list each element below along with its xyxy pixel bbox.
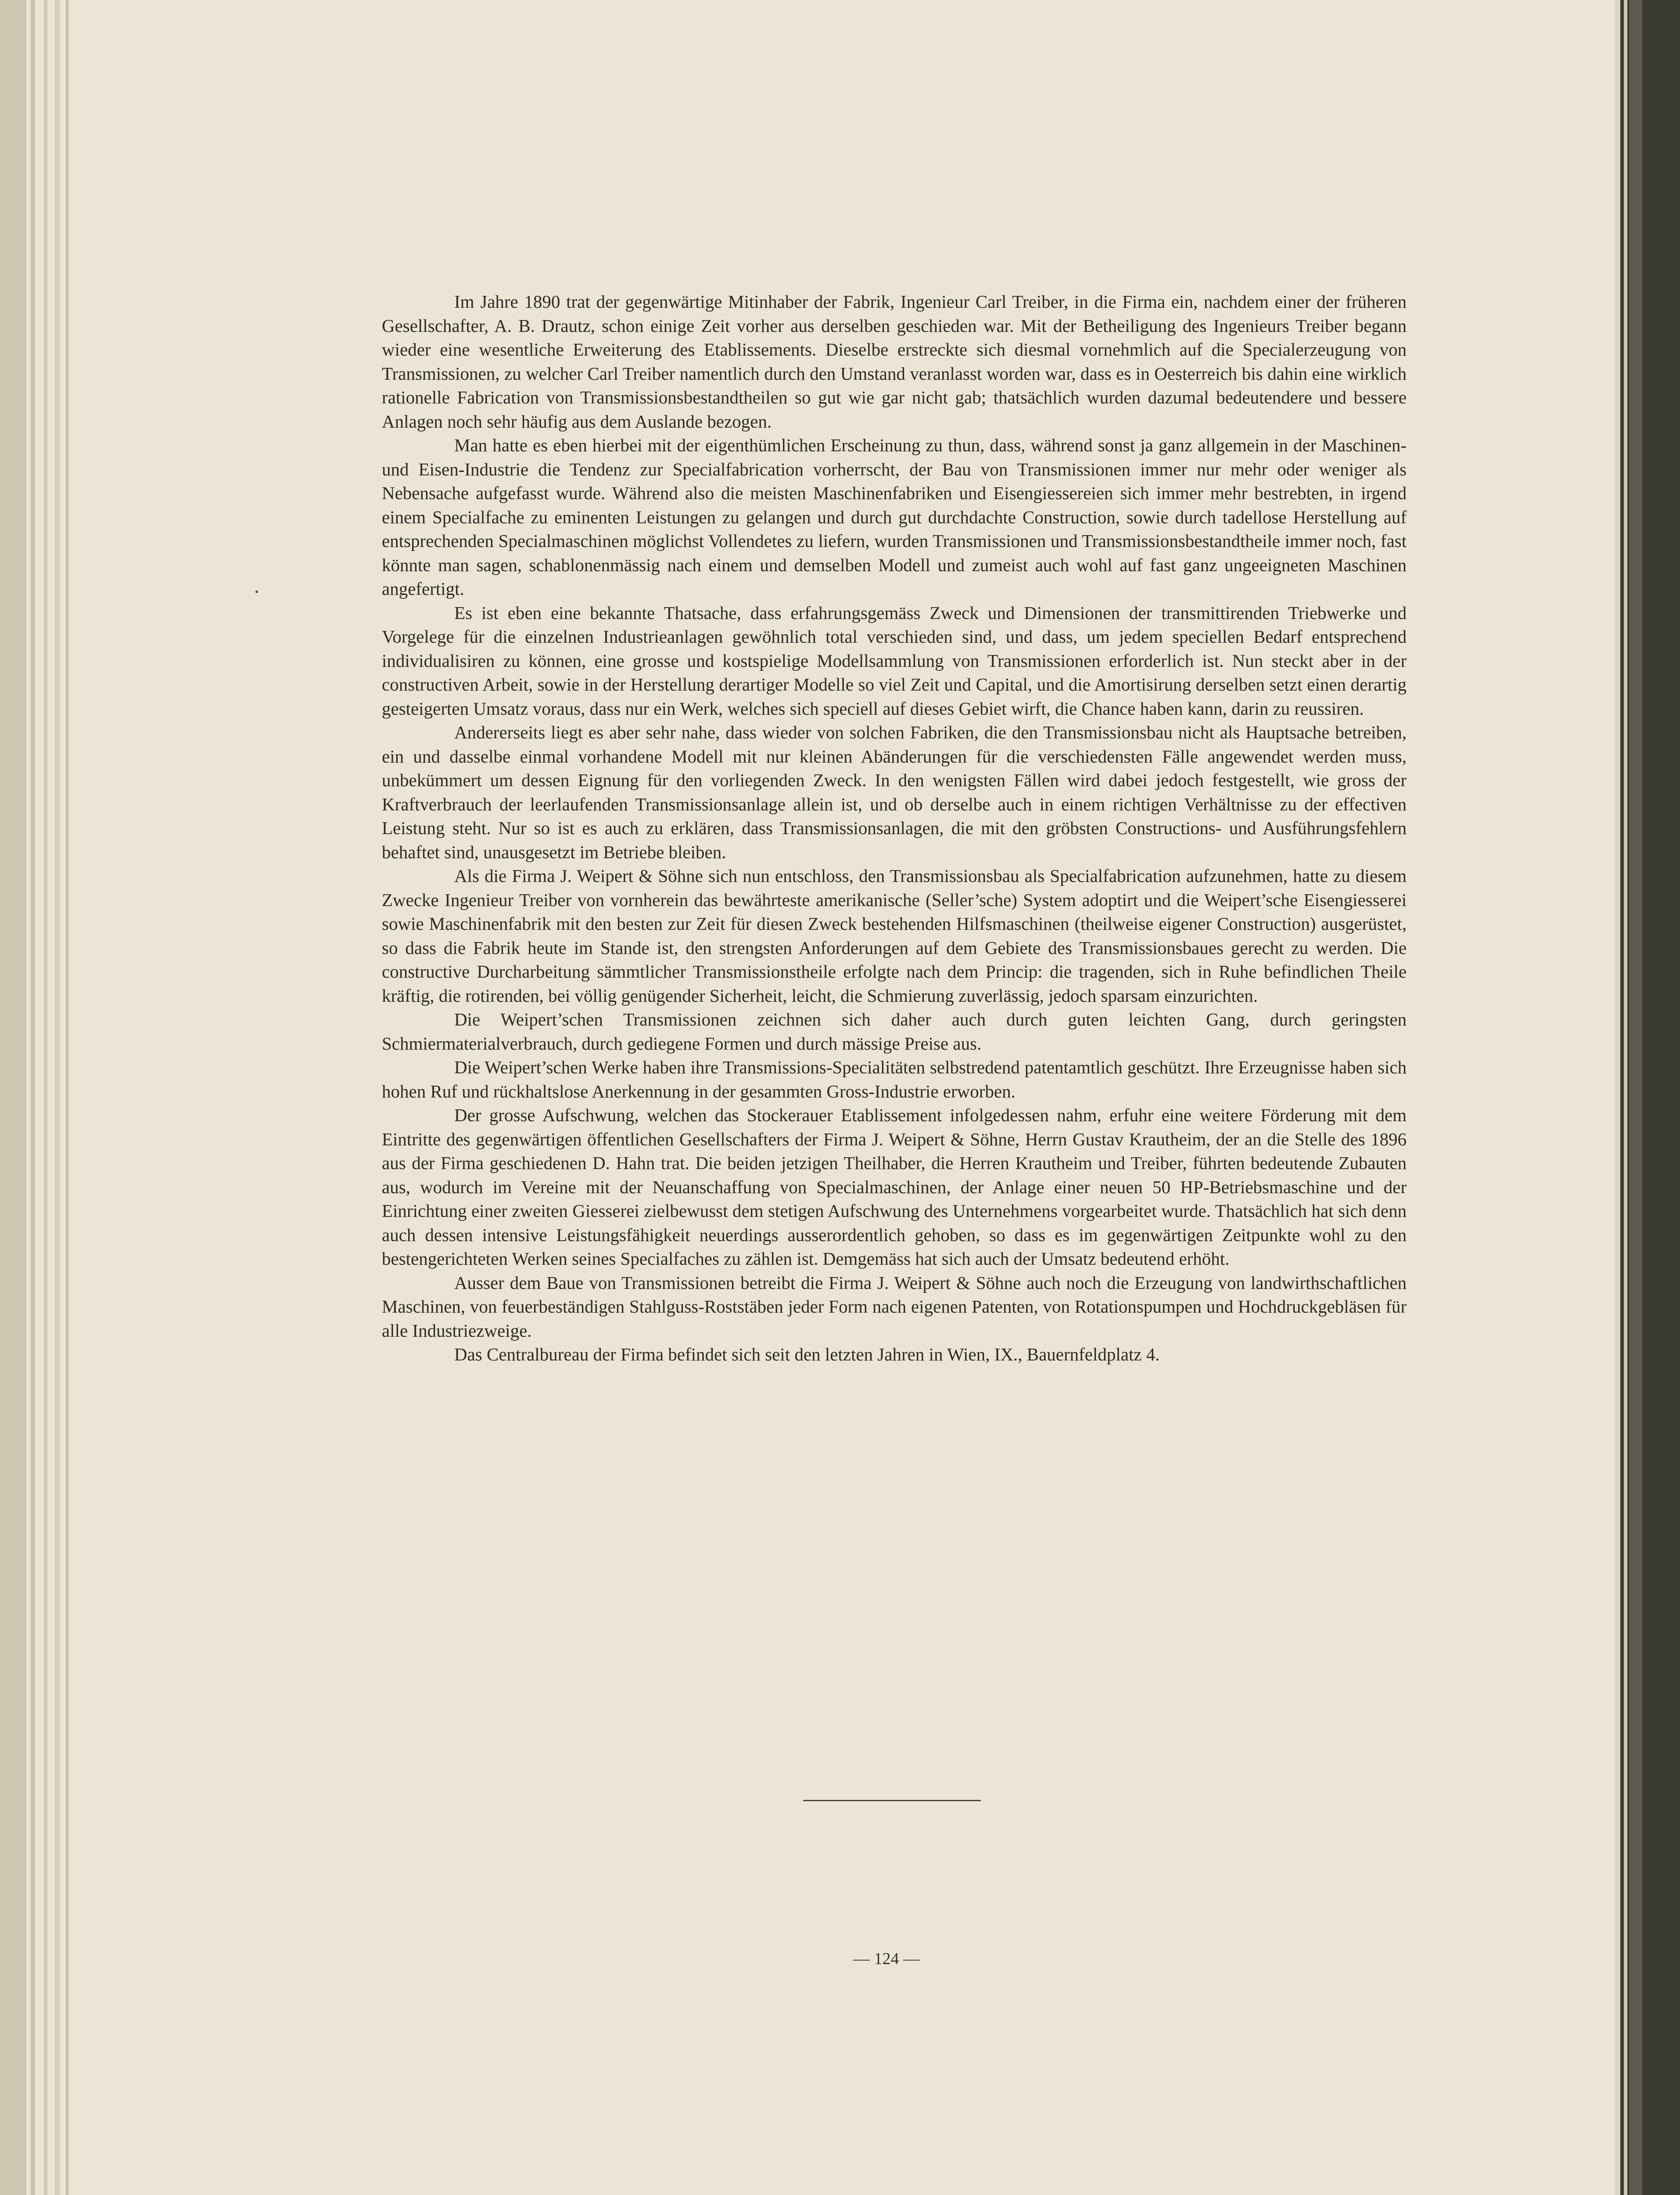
- section-end-rule: [803, 1800, 981, 1801]
- paper-speck: [255, 590, 258, 593]
- page-number: — 124 —: [853, 1950, 920, 1968]
- paragraph: Die Weipert’schen Transmissionen zeichnen sich daher auch durch guten leichten Gang, durch geringsten Schmiermaterialverbrauch, durch gediegene Formen und durch mässige Preise aus.: [382, 1009, 1407, 1054]
- right-page-edge: [1615, 0, 1620, 2195]
- paragraph: Der grosse Aufschwung, welchen das Stockerauer Etablissement infolgedessen nahm, erfuhr eine weitere Förderung mit dem Eintritte des gegenwärtigen öffentlichen Gesellschafters der Firma J. Weipert & Söhne, Herrn Gustav Krautheim, der an die Stelle des 1896 aus der Firma geschiedenen D. Hahn trat. Die beiden jetzigen Theilhaber, die Herren Krautheim und Treiber, führten bedeutende Zubauten aus, wodurch im Vereine mit der Neuanschaffung von Specialmaschinen, der Anlage einer neuen 50 HP-Betriebsmaschine und der Einrichtung einer zweiten Giesserei zielbewusst dem stetigen Aufschwung des Unternehmens vorgearbeitet wurde. Thatsächlich hat sich denn auch dessen intensive Leistungsfähigkeit neuerdings ausserordentlich gehoben, so dass es im gegenwärtigen Zeitpunkte wohl zu den bestengerichteten Werken seines Specialfaches zu zählen ist. Demgemäss hat sich auch der Umsatz bedeutend erhöht.: [382, 1105, 1407, 1269]
- paragraph: Andererseits liegt es aber sehr nahe, dass wieder von solchen Fabriken, die den Transmissionsbau nicht als Hauptsache betreiben, ein und dasselbe einmal vorhandene Modell mit nur kleinen Abänderungen für die verschiedensten Fälle angewendet werden muss, unbekümmert um dessen Eignung für den vorliegenden Zweck. In den wenigsten Fällen wird dabei jedoch festgestellt, wie gross der Kraftverbrauch der leerlaufenden Transmissionsanlage allein ist, und ob derselbe auch in einem richtigen Verhältnisse zu der effectiven Leistung steht. Nur so ist es auch zu erklären, dass Transmissionsanlagen, die mit den gröbsten Constructions- und Ausführungsfehlern behaftet sind, unausgesetzt im Betriebe bleiben.: [382, 722, 1407, 862]
- page-stack-edge: [44, 0, 47, 2195]
- page-stack-edge: [55, 0, 60, 2195]
- binding-strip: [1629, 0, 1642, 2195]
- gutter-shadow: [0, 0, 26, 2195]
- paragraph: Die Weipert’schen Werke haben ihre Transmissions-Specialitäten selbstredend patentamtlich geschützt. Ihre Erzeugnisse haben sich hohen Ruf und rückhaltslose Anerkennung in der gesammten Gross-Industrie erworben.: [382, 1057, 1407, 1101]
- page-stack-edge: [31, 0, 35, 2195]
- right-page-edge: [1624, 0, 1627, 2195]
- paragraph: Als die Firma J. Weipert & Söhne sich nun entschloss, den Transmissionsbau als Specialfabrication aufzunehmen, hatte zu diesem Zwecke Ingenieur Treiber von vornherein das bewährteste amerikanische (Seller’sche) System adoptirt und die Weipert’sche Eisengiesserei sowie Maschinenfabrik mit den besten zur Zeit für diesen Zweck bestehenden Hilfsmaschinen (theilweise eigener Construction) ausgerüstet, so dass die Fabrik heute im Stande ist, den strengsten Anforderungen auf dem Gebiete des Transmissionsbaues gerecht zu werden. Die constructive Durcharbeitung sämmtlicher Transmissionstheile erfolgte nach dem Princip: die tragenden, sich in Ruhe befindlichen Theile kräftig, die rotirenden, bei völlig genügender Sicherheit, leicht, die Schmierung zuverlässig, jedoch sparsam einzurichten.: [382, 866, 1407, 1006]
- paragraph: Im Jahre 1890 trat der gegenwärtige Mitinhaber der Fabrik, Ingenieur Carl Treiber, in die Firma ein, nachdem einer der früheren Gesellschafter, A. B. Drautz, schon einige Zeit vorher aus derselben geschieden war. Mit der Betheiligung des Ingenieurs Treiber begann wieder eine wesentliche Erweiterung des Etablissements. Dieselbe erstreckte sich diesmal vornehmlich auf die Specialerzeugung von Transmissionen, zu welcher Carl Treiber namentlich durch den Umstand veranlasst worden war, dass es in Oesterreich bis dahin eine wirklich rationelle Fabrication von Transmissionsbestandtheilen so gut wie gar nicht gab; thatsächlich wurden dazumal bedeutendere und bessere Anlagen noch sehr häufig aus dem Auslande bezogen.: [382, 291, 1407, 432]
- paragraph: Das Centralbureau der Firma befindet sich seit den letzten Jahren in Wien, IX., Bauernfeldplatz 4.: [454, 1344, 1160, 1364]
- paragraph: Es ist eben eine bekannte Thatsache, dass erfahrungsgemäss Zweck und Dimensionen der transmittirenden Triebwerke und Vorgelege für die einzelnen Industrieanlagen gewöhnlich total verschieden sind, und dass, um jedem speciellen Bedarf entsprechend individualisiren zu können, eine grosse und kostspielige Modellsammlung von Transmissionen erforderlich ist. Nun steckt aber in der constructiven Arbeit, sowie in der Herstellung derartiger Modelle so viel Zeit und Capital, und die Amortisirung derselben setzt einen derartig gesteigerten Umsatz voraus, dass nur ein Werk, welches sich speciell auf dieses Gebiet wirft, die Chance haben kann, darin zu reussiren.: [382, 602, 1407, 719]
- page-stack-edge: [66, 0, 68, 2195]
- body-text: [382, 290, 1407, 1367]
- paragraph: Ausser dem Baue von Transmissionen betreibt die Firma J. Weipert & Söhne auch noch die Erzeugung von landwirthschaftlichen Maschinen, von feuerbeständigen Stahlguss-Roststäben jeder Form nach eigenen Patenten, von Rotationspumpen und Hochdruckgebläsen für alle Industriezweige.: [382, 1272, 1407, 1341]
- paragraph: Man hatte es eben hierbei mit der eigenthümlichen Erscheinung zu thun, dass, während sonst ja ganz allgemein in der Maschinen- und Eisen-Industrie die Tendenz zur Specialfabrication vorherrscht, der Bau von Transmissionen immer nur mehr oder weniger als Nebensache aufgefasst wurde. Während also die meisten Maschinenfabriken und Eisengiessereien sich immer mehr bestrebten, in irgend einem Specialfache zu eminenten Leistungen zu gelangen und durch gut durchdachte Construction, sowie durch tadellose Herstellung auf entsprechenden Specialmaschinen möglichst Vollendetes zu liefern, wurden Transmissionen und Transmissionsbestandtheile immer noch, fast könnte man sagen, schablonenmässig nach einem und demselben Modell und zumeist auch wohl auf fast ganz ungeeigneten Maschinen angefertigt.: [382, 435, 1407, 599]
